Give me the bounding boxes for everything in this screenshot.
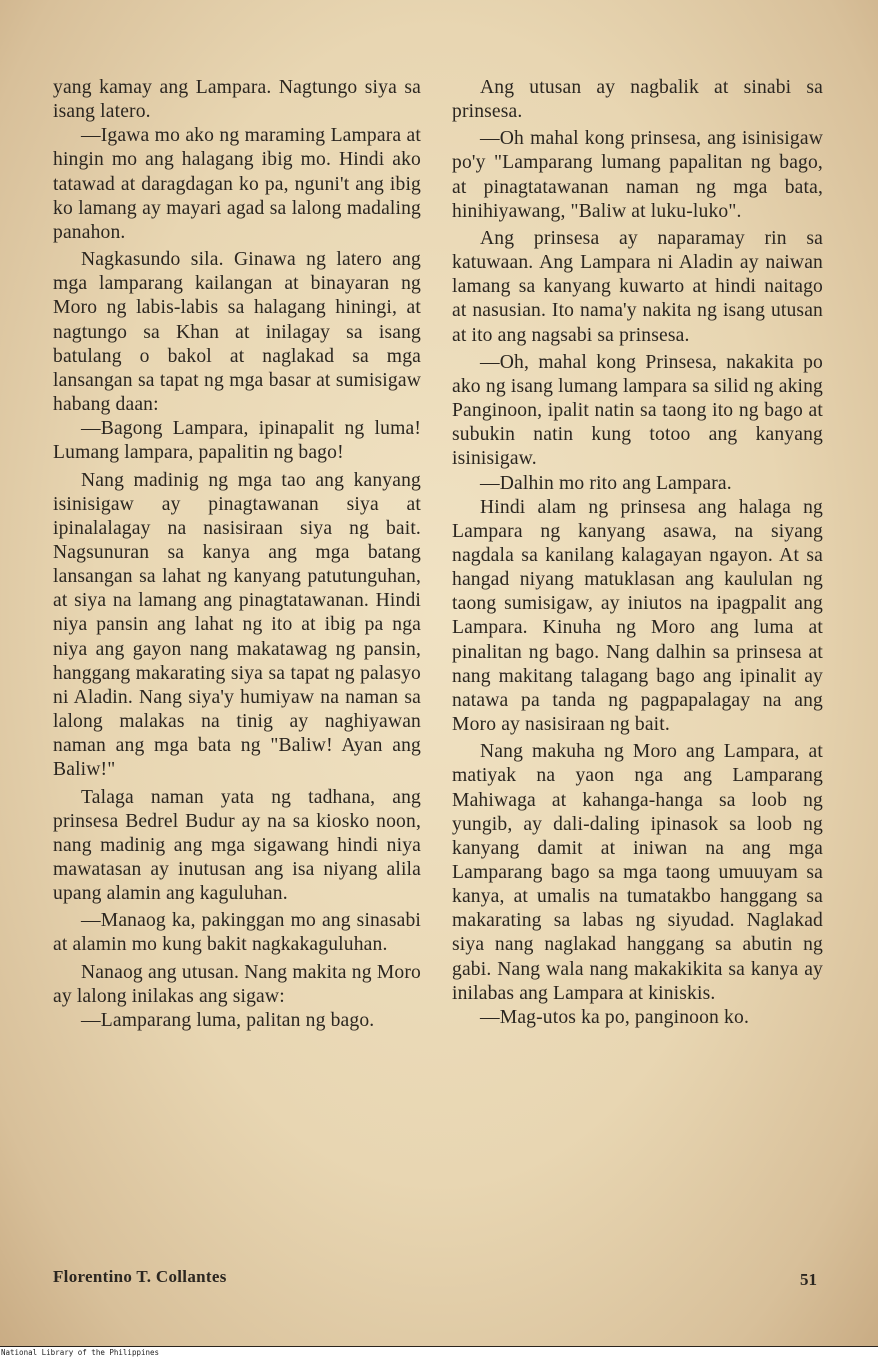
paragraph: Nang madinig ng mga tao ang kanyang isinisigaw ay pinagtawanan siya at ipinalalagay na nasisiraan siya ng bait. Nagsunuran sa kanya ang mga batang lansangan sa lahat ng kanyang patutunguhan, at siya na lamang ang pinagtatawanan. Hindi niya pansin ang lahat ng ito at ibig pa nga niya ang gayon nang makatawag ng pansin, hanggang makarating siya sa tapat ng palasyo ni Aladin. Nang siya'y humiyaw na naman sa lalong malakas na tinig ay naghiyawan naman ang mga bata ng "Baliw! Ayan ang Baliw!": [53, 469, 421, 781]
paragraph: —Manaog ka, pakinggan mo ang sinasabi at alamin mo kung bakit nagkakaguluhan.: [53, 910, 421, 956]
paragraph: Talaga naman yata ng tadhana, ang prinsesa Bedrel Budur ay na sa kiosko noon, nang madinig ang mga sigawang hindi niya mawatasan ay inutusan ang isa niyang alila upang alamin ang kaguluhan.: [53, 786, 421, 905]
left-column: [53, 76, 421, 1033]
paragraph: Ang utusan ay nagbalik at sinabi sa prinsesa.: [452, 77, 823, 123]
paragraph: —Oh mahal kong prinsesa, ang isinisigaw po'y "Lamparang lumang papalitan ng bago, at pinagtatawanan naman ng mga bata, hinihiyawang, "Baliw at luku-luko".: [452, 128, 823, 222]
right-column: [452, 76, 823, 1030]
paragraph: Hindi alam ng prinsesa ang halaga ng Lampara ng kanyang asawa, na siyang nagdala sa kanilang kalagayan ngayon. At sa hangad niyang matuklasan ang kaululan ng taong sumisigaw, ay iniutos na ipagpalit ang Lampara. Kinuha ng Moro ang luma at pinalitan ng bago. Nang dalhin sa prinsesa at nang makitang talagang bago ang ipinalit ay natawa pa tanda ng pagpapalagay na ang Moro ay nasisiraan ng bait.: [452, 496, 823, 736]
footer-author: Florentino T. Collantes: [53, 1267, 227, 1286]
paragraph: —Lamparang luma, palitan ng bago.: [81, 1009, 375, 1031]
paragraph: —Bagong Lampara, ipinapalit ng luma! Lumang lampara, papalitin ng bago!: [53, 418, 421, 464]
paragraph: —Igawa mo ako ng maraming Lampara at hingin mo ang halagang ibig mo. Hindi ako tatawad at daragdagan ko pa, nguni't ang ibig ko lamang ay mayari agad sa lalong madaling panahon.: [53, 125, 421, 243]
paragraph: Nanaog ang utusan. Nang makita ng Moro ay lalong inilakas ang sigaw:: [53, 961, 421, 1007]
paragraph: —Oh, mahal kong Prinsesa, nakakita po ako ng isang lumang lampara sa silid ng aking Panginoon, ipalit natin sa taong ito ng bago at subukin natin kung totoo ang kanyang isinisigaw.: [452, 351, 823, 470]
paragraph: Nang makuha ng Moro ang Lampara, at matiyak na yaon nga ang Lamparang Mahiwaga at kahanga-hanga sa loob ng yungib, ay dali-daling ipinasok sa loob ng kanyang damit at iniwan na ang mga Lamparang bago sa mga taong umuuyam sa kanya, at umalis na tumatakbo hanggang sa makarating sa labas ng siyudad. Naglakad siya nang naglakad hanggang sa abutin ng gabi. Nang wala nang makakikita sa kanya ay inilabas ang Lampara at kiniskis.: [452, 741, 823, 1004]
paragraph: yang kamay ang Lampara. Nagtungo siya sa isang latero.: [53, 77, 421, 123]
library-credit: National Library of the Philippines: [0, 1347, 878, 1358]
paragraph: —Dalhin mo rito ang Lampara.: [480, 472, 732, 494]
page-number: 51: [800, 1270, 817, 1289]
paragraph: Ang prinsesa ay naparamay rin sa katuwaan. Ang Lampara ni Aladin ay naiwan lamang sa kanyang kuwarto at hindi naitago at nasusian. Ito nama'y nakita ng isang utusan at ito ang nagsabi sa prinsesa.: [452, 227, 823, 346]
paragraph: Nagkasundo sila. Ginawa ng latero ang mga lamparang kailangan at binayaran ng Moro ng labis-labis sa halagang hiningi, at nagtungo sa Khan at inilagay sa isang batulang o bakol at naglakad sa mga lansangan sa tapat ng mga basar at sumisigaw habang daan:: [53, 249, 421, 416]
paragraph: —Mag-utos ka po, panginoon ko.: [480, 1006, 749, 1028]
